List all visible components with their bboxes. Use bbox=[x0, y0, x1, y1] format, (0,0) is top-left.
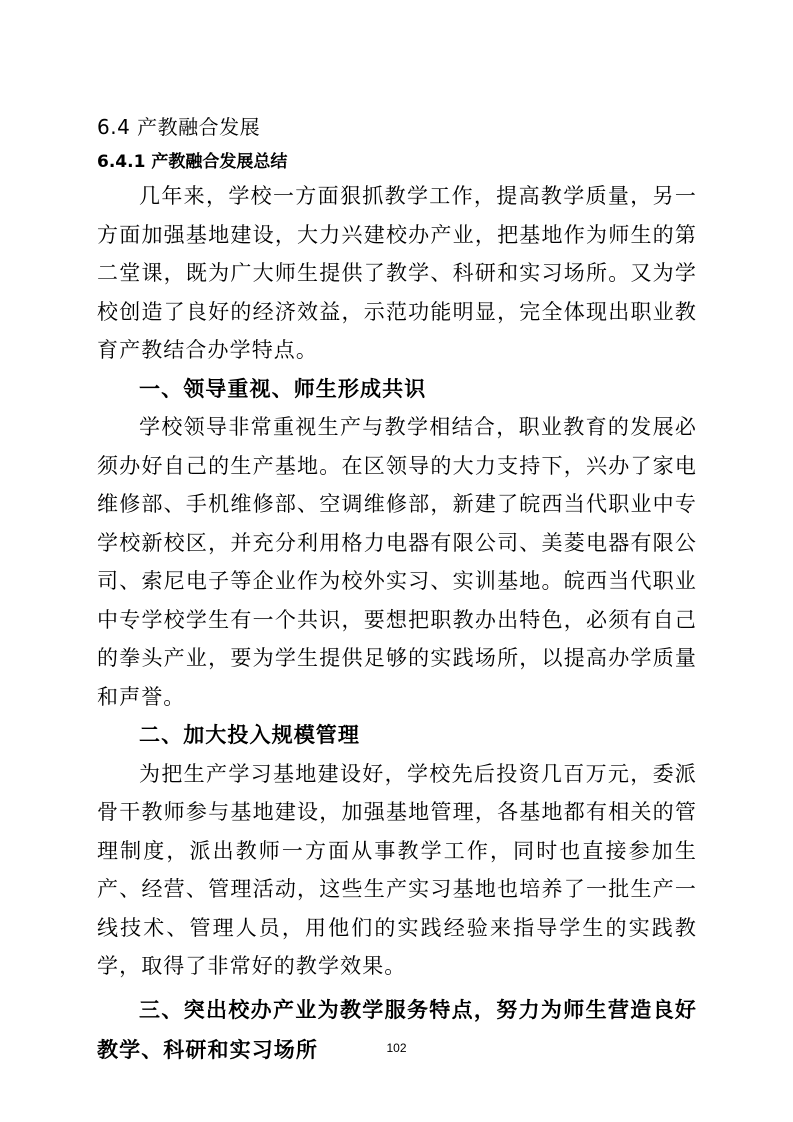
page-number: 102 bbox=[386, 1041, 407, 1055]
investment-paragraph: 为把生产学习基地建设好，学校先后投资几百万元，委派骨干教师参与基地建设，加强基地管理，各基地都有相关的管理制度，派出教师一方面从事教学工作，同时也直接参加生产、经营、管理活动，这些生产实习基地也培养了一批生产一线技术、管理人员，用他们的实践经验来指导学生的实践教学，取得了非常好的教学效果。 bbox=[97, 761, 697, 978]
heading-investment: 二、加大投入规模管理 bbox=[139, 723, 360, 747]
intro-paragraph: 几年来，学校一方面狠抓教学工作，提高教学质量，另一方面加强基地建设，大力兴建校办产业，把基地作为师生的第二堂课，既为广大师生提供了教学、科研和实习场所。又为学校创造了良好的经济效益，示范功能明显，完全体现出职业教育产教结合办学特点。 bbox=[97, 184, 697, 362]
subsection-title: 6.4.1 产教融合发展总结 bbox=[97, 152, 288, 172]
page-content bbox=[97, 112, 697, 1070]
heading-industry-service: 三、突出校办产业为教学服务特点，努力为师生营造良好教学、科研和实习场所 bbox=[97, 997, 697, 1062]
leadership-paragraph: 学校领导非常重视生产与教学相结合，职业教育的发展必须办好自己的生产基地。在区领导的大力支持下，兴办了家电维修部、手机维修部、空调维修部，新建了皖西当代职业中专学校新校区，并充分利用格力电器有限公司、美菱电器有限公司、索尼电子等企业作为校外实习、实训基地。皖西当代职业中专学校学生有一个共识，要想把职教办出特色，必须有自己的拳头产业，要为学生提供足够的实践场所，以提高办学质量和声誉。 bbox=[97, 415, 697, 709]
heading-leadership: 一、领导重视、师生形成共识 bbox=[139, 376, 427, 401]
section-title: 6.4 产教融合发展 bbox=[97, 115, 261, 139]
